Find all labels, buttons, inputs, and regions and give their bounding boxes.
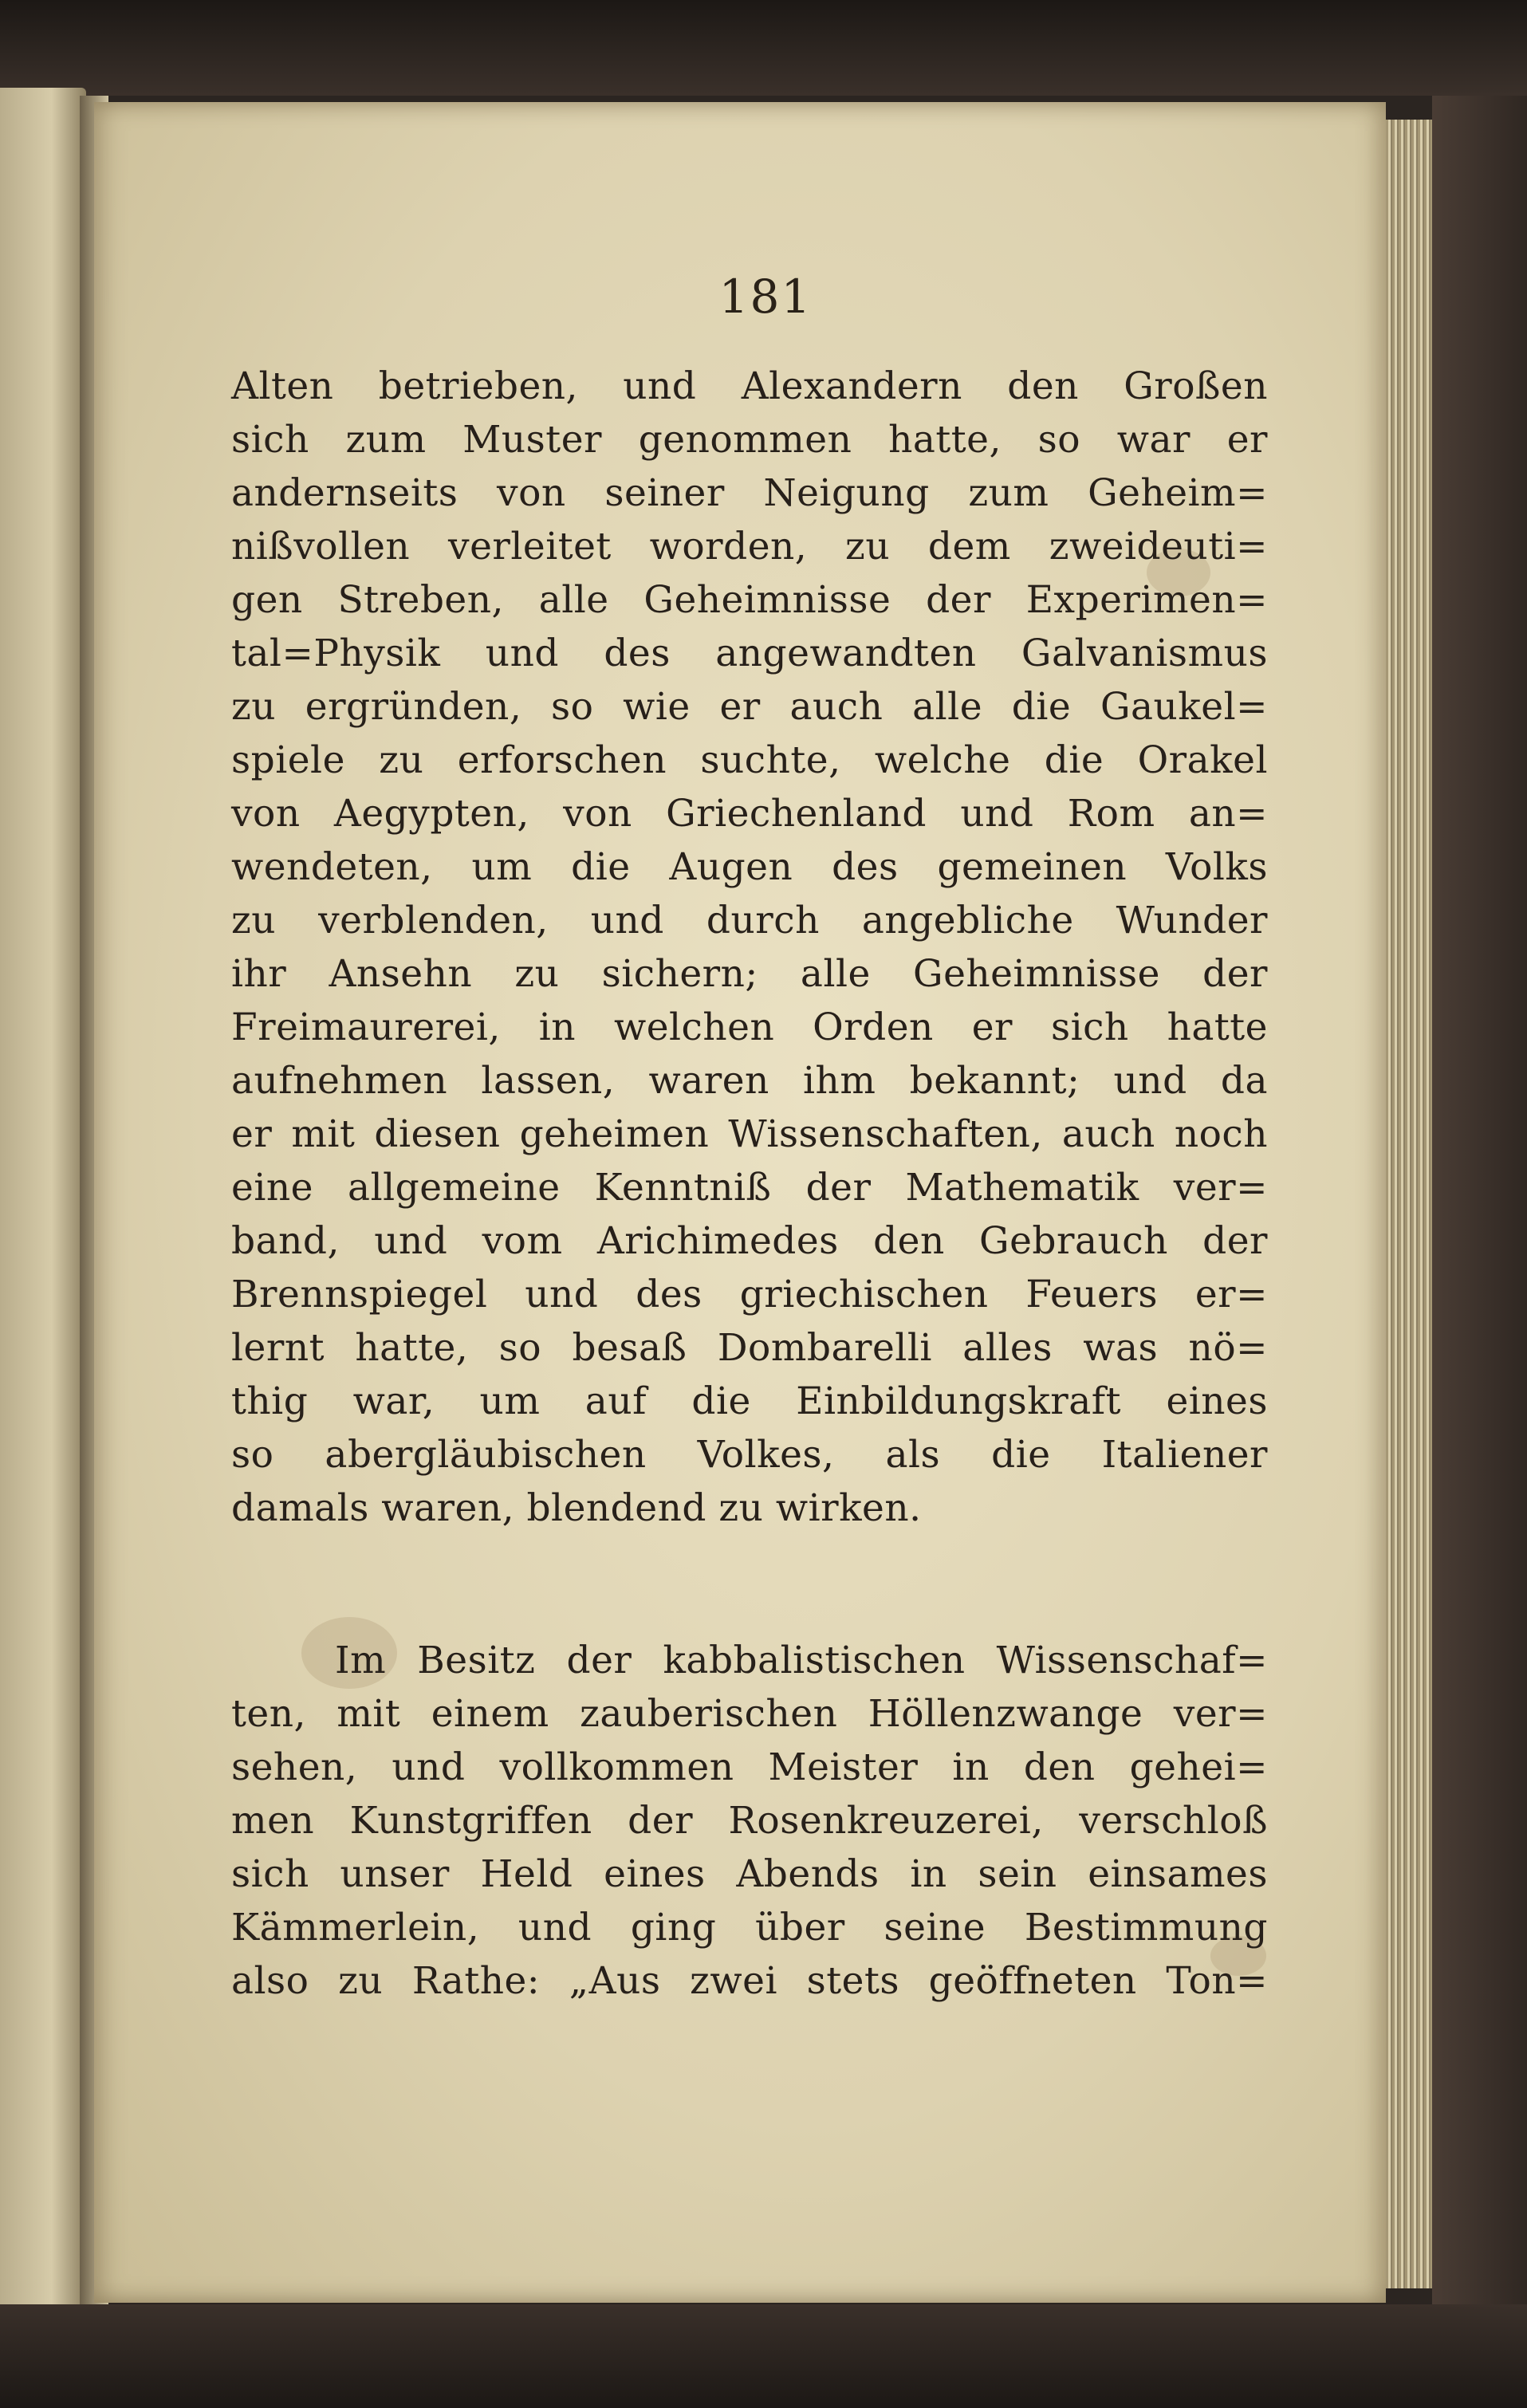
text-line: spiele zu erforschen suchte, welche die Orakel bbox=[231, 738, 1268, 782]
text-line: Kämmerlein, und ging über seine Bestimmung bbox=[231, 1906, 1268, 1950]
text-line: ten, mit einem zauberischen Höllenzwange ver= bbox=[231, 1692, 1268, 1736]
text-line: also zu Rathe: „Aus zwei stets geöffneten Ton= bbox=[231, 1959, 1268, 2003]
book-cover-bottom bbox=[0, 2304, 1527, 2408]
text-line: gen Streben, alle Geheimnisse der Experimen= bbox=[231, 578, 1268, 622]
text-line: von Aegypten, von Griechenland und Rom an= bbox=[231, 792, 1268, 836]
text-line: Brennspiegel und des griechischen Feuers er= bbox=[231, 1273, 1268, 1316]
page-block-edges bbox=[1386, 120, 1432, 2288]
text-line: Alten betrieben, und Alexandern den Großen bbox=[231, 364, 1268, 408]
text-line: so abergläubischen Volkes, als die Italiener bbox=[231, 1433, 1268, 1477]
text-line: Freimaurerei, in welchen Orden er sich hatte bbox=[231, 1005, 1268, 1049]
text-line: zu verblenden, und durch angebliche Wunder bbox=[231, 899, 1268, 942]
text-line: damals waren, blendend zu wirken. bbox=[231, 1486, 922, 1530]
text-line: Im Besitz der kabbalistischen Wissenschaf= bbox=[335, 1639, 1268, 1682]
text-line: sehen, und vollkommen Meister in den gehei= bbox=[231, 1745, 1268, 1789]
page-text bbox=[231, 363, 1268, 2037]
text-line: eine allgemeine Kenntniß der Mathematik ver= bbox=[231, 1166, 1268, 1210]
text-line: tal=Physik und des angewandten Galvanismus bbox=[231, 632, 1268, 675]
text-line: aufnehmen lassen, waren ihm bekannt; und da bbox=[231, 1059, 1268, 1103]
text-line: sich unser Held eines Abends in sein einsames bbox=[231, 1852, 1268, 1896]
text-line: thig war, um auf die Einbildungskraft eines bbox=[231, 1379, 1268, 1423]
text-line: nißvollen verleitet worden, zu dem zweideuti= bbox=[231, 525, 1268, 569]
page-number: 181 bbox=[718, 270, 813, 324]
text-line: ihr Ansehn zu sichern; alle Geheimnisse der bbox=[231, 952, 1268, 996]
text-line: sich zum Muster genommen hatte, so war er bbox=[231, 418, 1268, 462]
text-line: er mit diesen geheimen Wissenschaften, auch noch bbox=[231, 1112, 1268, 1156]
left-page-edge bbox=[0, 88, 86, 2320]
text-line: lernt hatte, so besaß Dombarelli alles was nö= bbox=[231, 1326, 1268, 1370]
text-line: wendeten, um die Augen des gemeinen Volks bbox=[231, 845, 1268, 889]
text-line: band, und vom Arichimedes den Gebrauch der bbox=[231, 1219, 1268, 1263]
text-line: men Kunstgriffen der Rosenkreuzerei, verschloß bbox=[231, 1799, 1268, 1843]
text-line: zu ergründen, so wie er auch alle die Gaukel= bbox=[231, 685, 1268, 729]
book-cover-right bbox=[1432, 96, 1527, 2328]
book-cover-top bbox=[0, 0, 1527, 96]
text-line: andernseits von seiner Neigung zum Geheim= bbox=[231, 471, 1268, 515]
